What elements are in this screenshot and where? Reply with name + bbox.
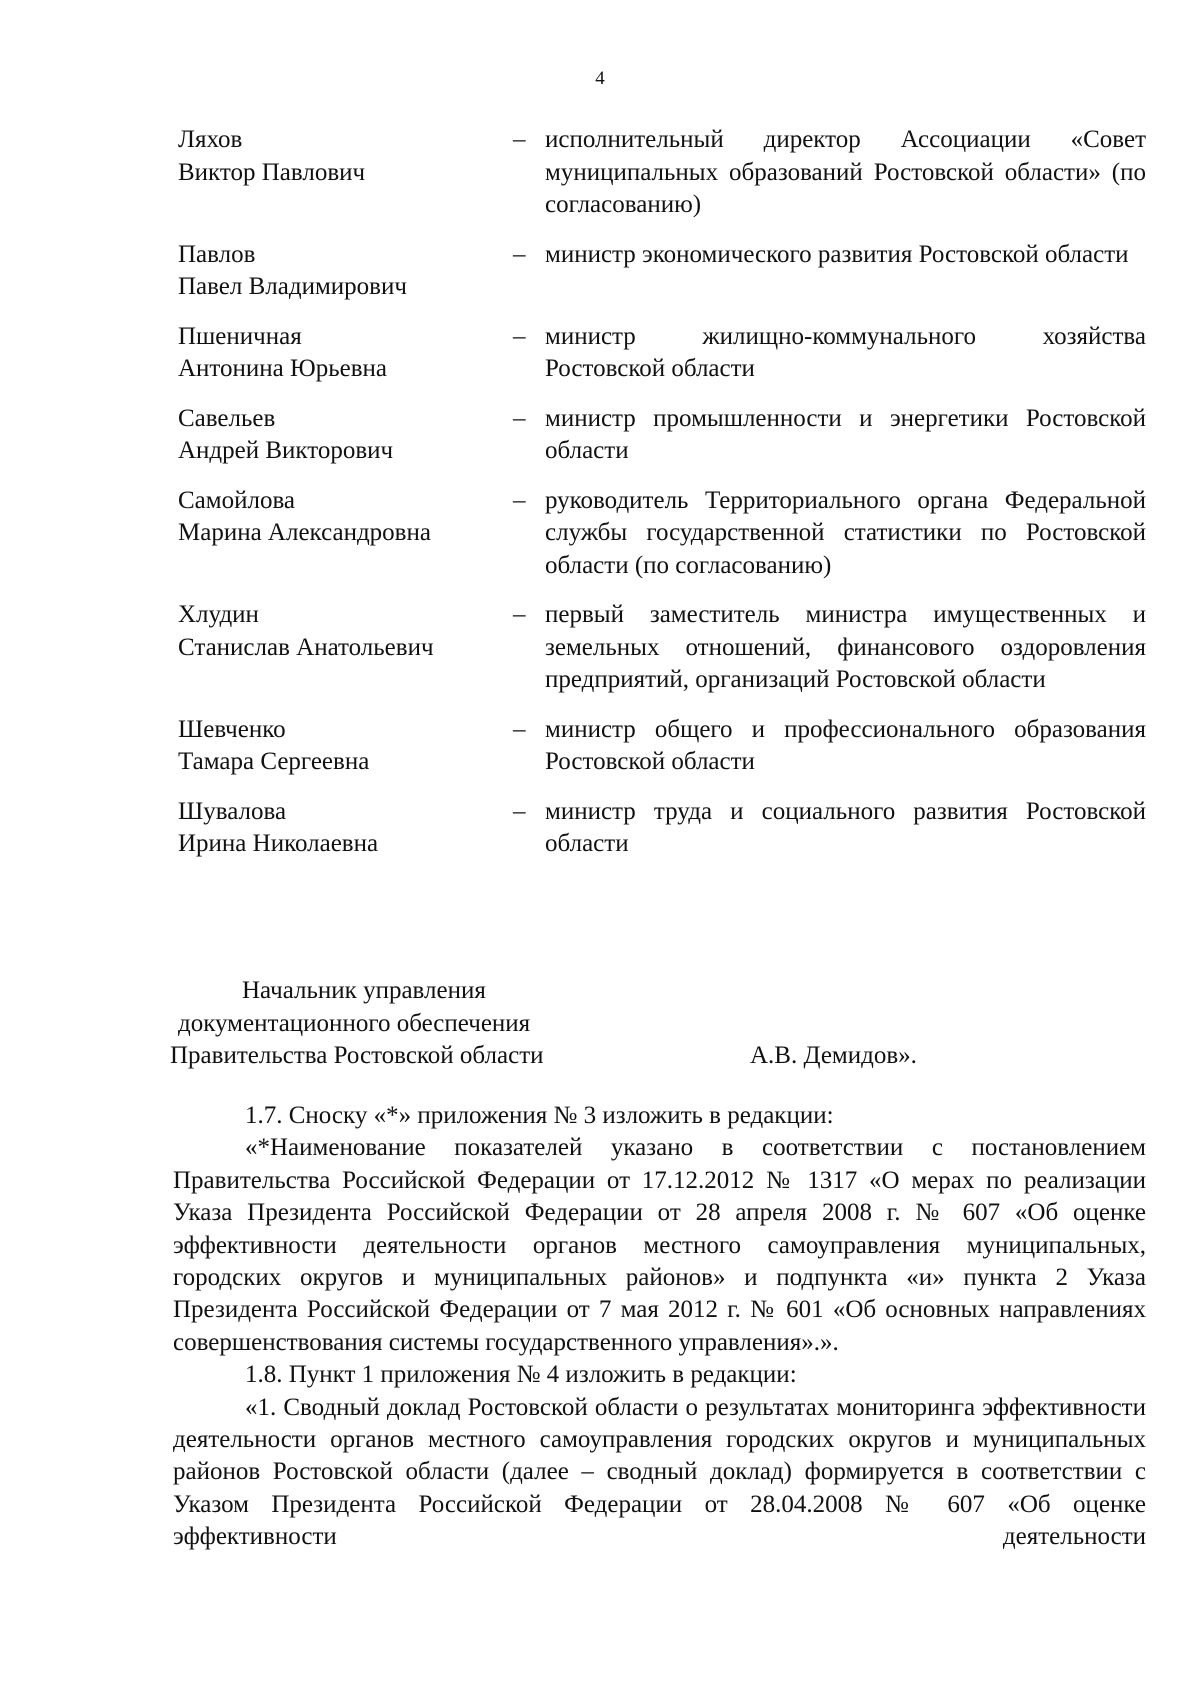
signer-name: А.В. Демидов». [750, 1042, 917, 1069]
member-entry [178, 321, 1146, 386]
member-role: министр экономического развития Ростовской области [545, 240, 1129, 268]
paragraph: «*Наименование показателей указано в соответствии с постановлением Правительства Российской Федерации от 17.12.2012 № 1317 «О мерах по реализации Указа Президента Российской Федерации от 28 апреля 2008 г. № 607 «Об оценке эффективности деятельности органов местного самоуправления муниципальных, городских округов и муниципальных районов» и подпункта «и» пункта 2 Указа Президента Российской Федерации от 7 мая 2012 г. № 601 «Об основных направлениях совершенствования системы государственного управления».». [173, 1134, 1146, 1356]
member-name: Ляхов Виктор Павлович [178, 126, 366, 186]
member-name: Пшеничная Антонина Юрьевна [178, 322, 387, 382]
member-dash: – [513, 601, 526, 628]
member-name: Савельев Андрей Викторович [178, 404, 394, 464]
member-dash: – [513, 715, 526, 743]
signature-position-line-2: документационного обеспечения [178, 1009, 531, 1037]
signature-position-line-1: Начальник управления [242, 977, 486, 1004]
page-number: 4 [595, 68, 605, 89]
signature-block [170, 975, 1150, 1073]
member-dash: – [513, 322, 526, 350]
commission-members-list [178, 124, 1146, 878]
document-body [173, 1100, 1146, 1554]
member-entry [178, 599, 1146, 697]
member-role: первый заместитель министра имущественных и земельных отношений, финансового оздоровления предприятий, организаций Ростовской области [545, 601, 1146, 693]
member-name: Самойлова Марина Александровна [178, 486, 431, 546]
member-name: Хлудин Станислав Анатольевич [178, 601, 434, 661]
member-name: Шевченко Тамара Сергеевна [178, 715, 370, 775]
member-name: Шувалова Ирина Николаевна [178, 797, 379, 857]
member-entry [178, 239, 1146, 304]
member-dash: – [513, 126, 526, 153]
member-role: министр общего и профессионального образования Ростовской области [545, 715, 1146, 775]
member-dash: – [513, 797, 526, 825]
member-entry [178, 796, 1146, 861]
member-dash: – [513, 404, 526, 432]
paragraph: 1.7. Сноску «*» приложения № 3 изложить в редакции: [245, 1102, 834, 1129]
member-entry [178, 403, 1146, 468]
signature-row [170, 1040, 1150, 1073]
member-role: министр промышленности и энергетики Ростовской области [545, 404, 1146, 464]
member-role: руководитель Территориального органа Федеральной службы государственной статистики по Ростовской области (по согласованию) [545, 486, 1146, 579]
member-role: исполнительный директор Ассоциации «Совет муниципальных образований Ростовской области» (по согласованию) [545, 126, 1146, 218]
member-name: Павлов Павел Владимирович [178, 240, 407, 300]
member-entry [178, 485, 1146, 583]
member-role: министр труда и социального развития Ростовской области [545, 797, 1146, 857]
paragraph: «1. Сводный доклад Ростовской области о результатах мониторинга эффективности деятельности органов местного самоуправления городских округов и муниципальных районов Ростовской области (далее – сводный доклад) формируется в соответствии с Указом Президента Российской Федерации от 28.04.2008 № 607 «Об оценке эффективности деятельности [173, 1393, 1146, 1551]
paragraph: 1.8. Пункт 1 приложения № 4 изложить в редакции: [245, 1361, 797, 1389]
member-entry [178, 714, 1146, 779]
member-role: министр жилищно-коммунального хозяйства Ростовской области [545, 322, 1146, 382]
member-dash: – [513, 486, 526, 514]
member-entry [178, 124, 1146, 222]
signature-position-line-3: Правительства Ростовской области [170, 1042, 544, 1069]
member-dash: – [513, 240, 526, 268]
